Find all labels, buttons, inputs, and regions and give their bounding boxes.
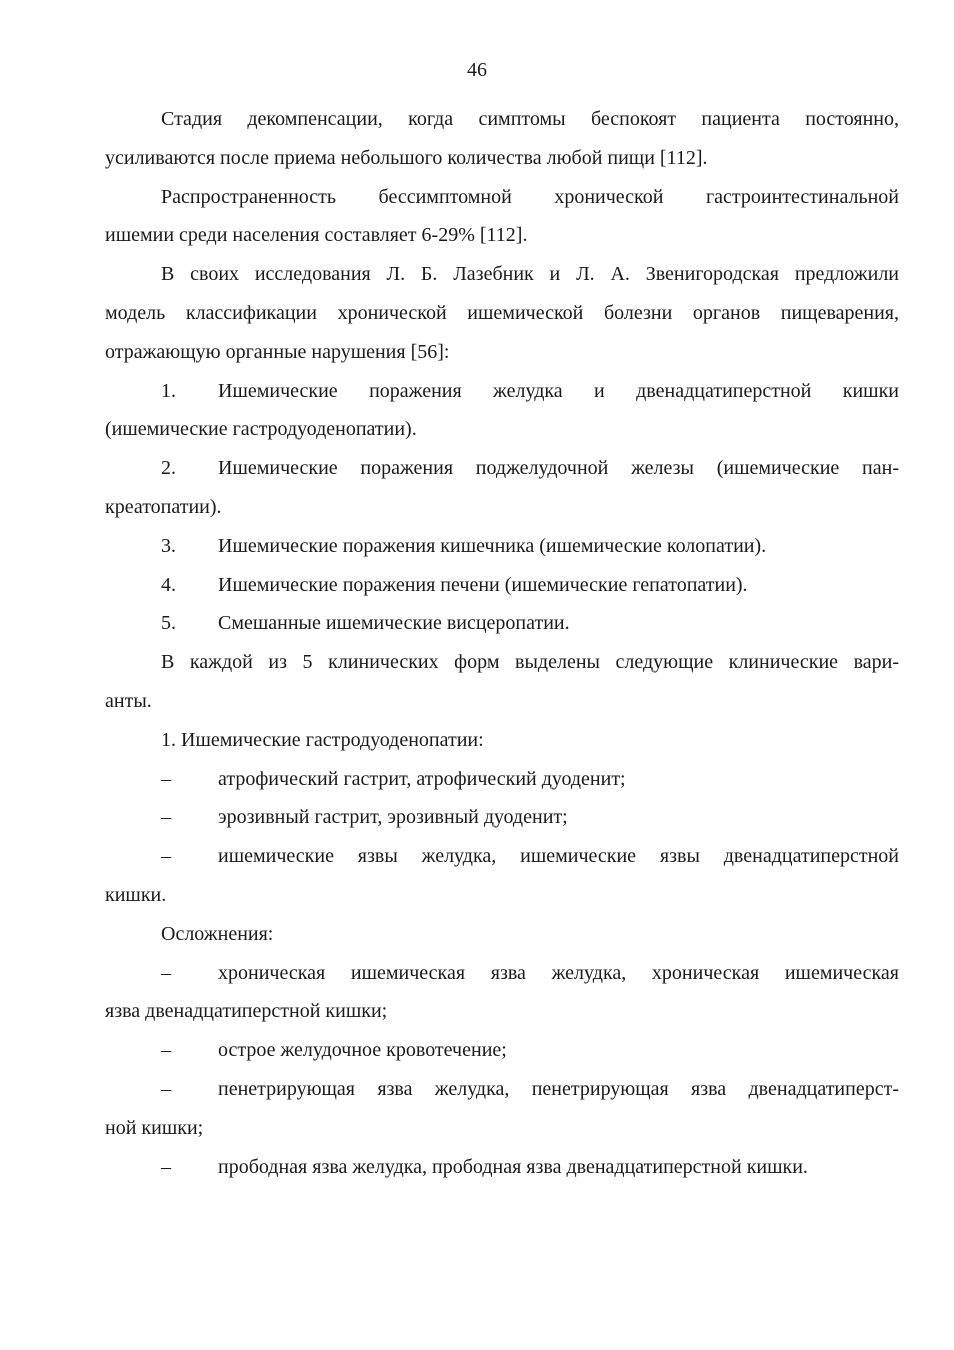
numbered-item: [105, 566, 899, 605]
paragraph-line: отражающую органные нарушения [56]:: [105, 340, 450, 363]
list-item-text: Ишемические поражения кишечника (ишемические колопатии).: [218, 534, 767, 557]
dash-marker: –: [161, 845, 171, 868]
list-item-text: ишемические язвы желудка, ишемические язвы двенадцатиперстной: [218, 845, 899, 868]
list-item-text: пенетрирующая язва желудка, пенетрирующая язва двенадцатиперст-: [218, 1077, 899, 1100]
list-item-text: Смешанные ишемические висцеропатии.: [218, 612, 570, 635]
dash-marker: –: [161, 961, 171, 984]
list-number: 5.: [161, 612, 176, 635]
dash-item: [105, 798, 899, 837]
dash-marker: –: [161, 767, 171, 790]
dash-marker: –: [161, 1077, 171, 1100]
list-number: 4.: [161, 573, 176, 596]
dash-item: [105, 837, 899, 876]
paragraph-line: В каждой из 5 клинических форм выделены следующие клинические вари-: [161, 651, 899, 674]
dash-marker: –: [161, 806, 171, 829]
page-number: 46: [467, 59, 487, 81]
paragraph-line: (ишемические гастродуоденопатии).: [105, 418, 417, 441]
list-item-text: острое желудочное кровотечение;: [218, 1039, 507, 1062]
paragraph-line: В своих исследования Л. Б. Лазебник и Л. А. Звенигородская предложили: [161, 263, 899, 286]
list-number: 1.: [161, 379, 176, 402]
list-item-text: Ишемические поражения желудка и двенадцатиперстной кишки: [218, 379, 899, 402]
paragraph-line: ной кишки;: [105, 1116, 204, 1139]
numbered-item: [105, 604, 899, 643]
paragraph-line: анты.: [105, 689, 152, 712]
list-item-text: Ишемические поражения печени (ишемические гепатопатии).: [218, 573, 748, 596]
dash-item: [105, 1148, 899, 1187]
document-body: [105, 100, 899, 1186]
dash-item: [105, 1070, 899, 1109]
dash-item: [105, 954, 899, 993]
subheading: Осложнения:: [161, 922, 274, 945]
dash-item: [105, 760, 899, 799]
list-number: 2.: [161, 457, 176, 480]
numbered-item: [105, 372, 899, 411]
list-item-text: Ишемические поражения поджелудочной железы (ишемические пан-: [218, 457, 899, 480]
paragraph-line: креатопатии).: [105, 495, 222, 518]
numbered-item: [105, 449, 899, 488]
numbered-item: [105, 527, 899, 566]
paragraph-line: Стадия декомпенсации, когда симптомы беспокоят пациента постоянно,: [161, 108, 899, 130]
list-item-text: атрофический гастрит, атрофический дуоденит;: [218, 767, 626, 790]
dash-marker: –: [161, 1155, 171, 1178]
paragraph-line: усиливаются после приема небольшого количества любой пищи [112].: [105, 146, 708, 169]
paragraph-line: Распространенность бессимптомной хронической гастроинтестинальной: [161, 185, 899, 208]
list-item-text: хроническая ишемическая язва желудка, хроническая ишемическая: [218, 961, 899, 984]
paragraph-line: модель классификации хронической ишемической болезни органов пищеварения,: [105, 301, 899, 324]
list-item-text: эрозивный гастрит, эрозивный дуоденит;: [218, 806, 568, 829]
paragraph-line: ишемии среди населения составляет 6-29% [112].: [105, 224, 528, 247]
list-number: 3.: [161, 534, 176, 557]
dash-item: [105, 1031, 899, 1070]
dash-marker: –: [161, 1039, 171, 1062]
subheading: 1. Ишемические гастродуоденопатии:: [161, 728, 484, 751]
paragraph-line: кишки.: [105, 883, 167, 906]
paragraph-line: язва двенадцатиперстной кишки;: [105, 1000, 388, 1023]
list-item-text: прободная язва желудка, прободная язва двенадцатиперстной кишки.: [218, 1155, 808, 1178]
